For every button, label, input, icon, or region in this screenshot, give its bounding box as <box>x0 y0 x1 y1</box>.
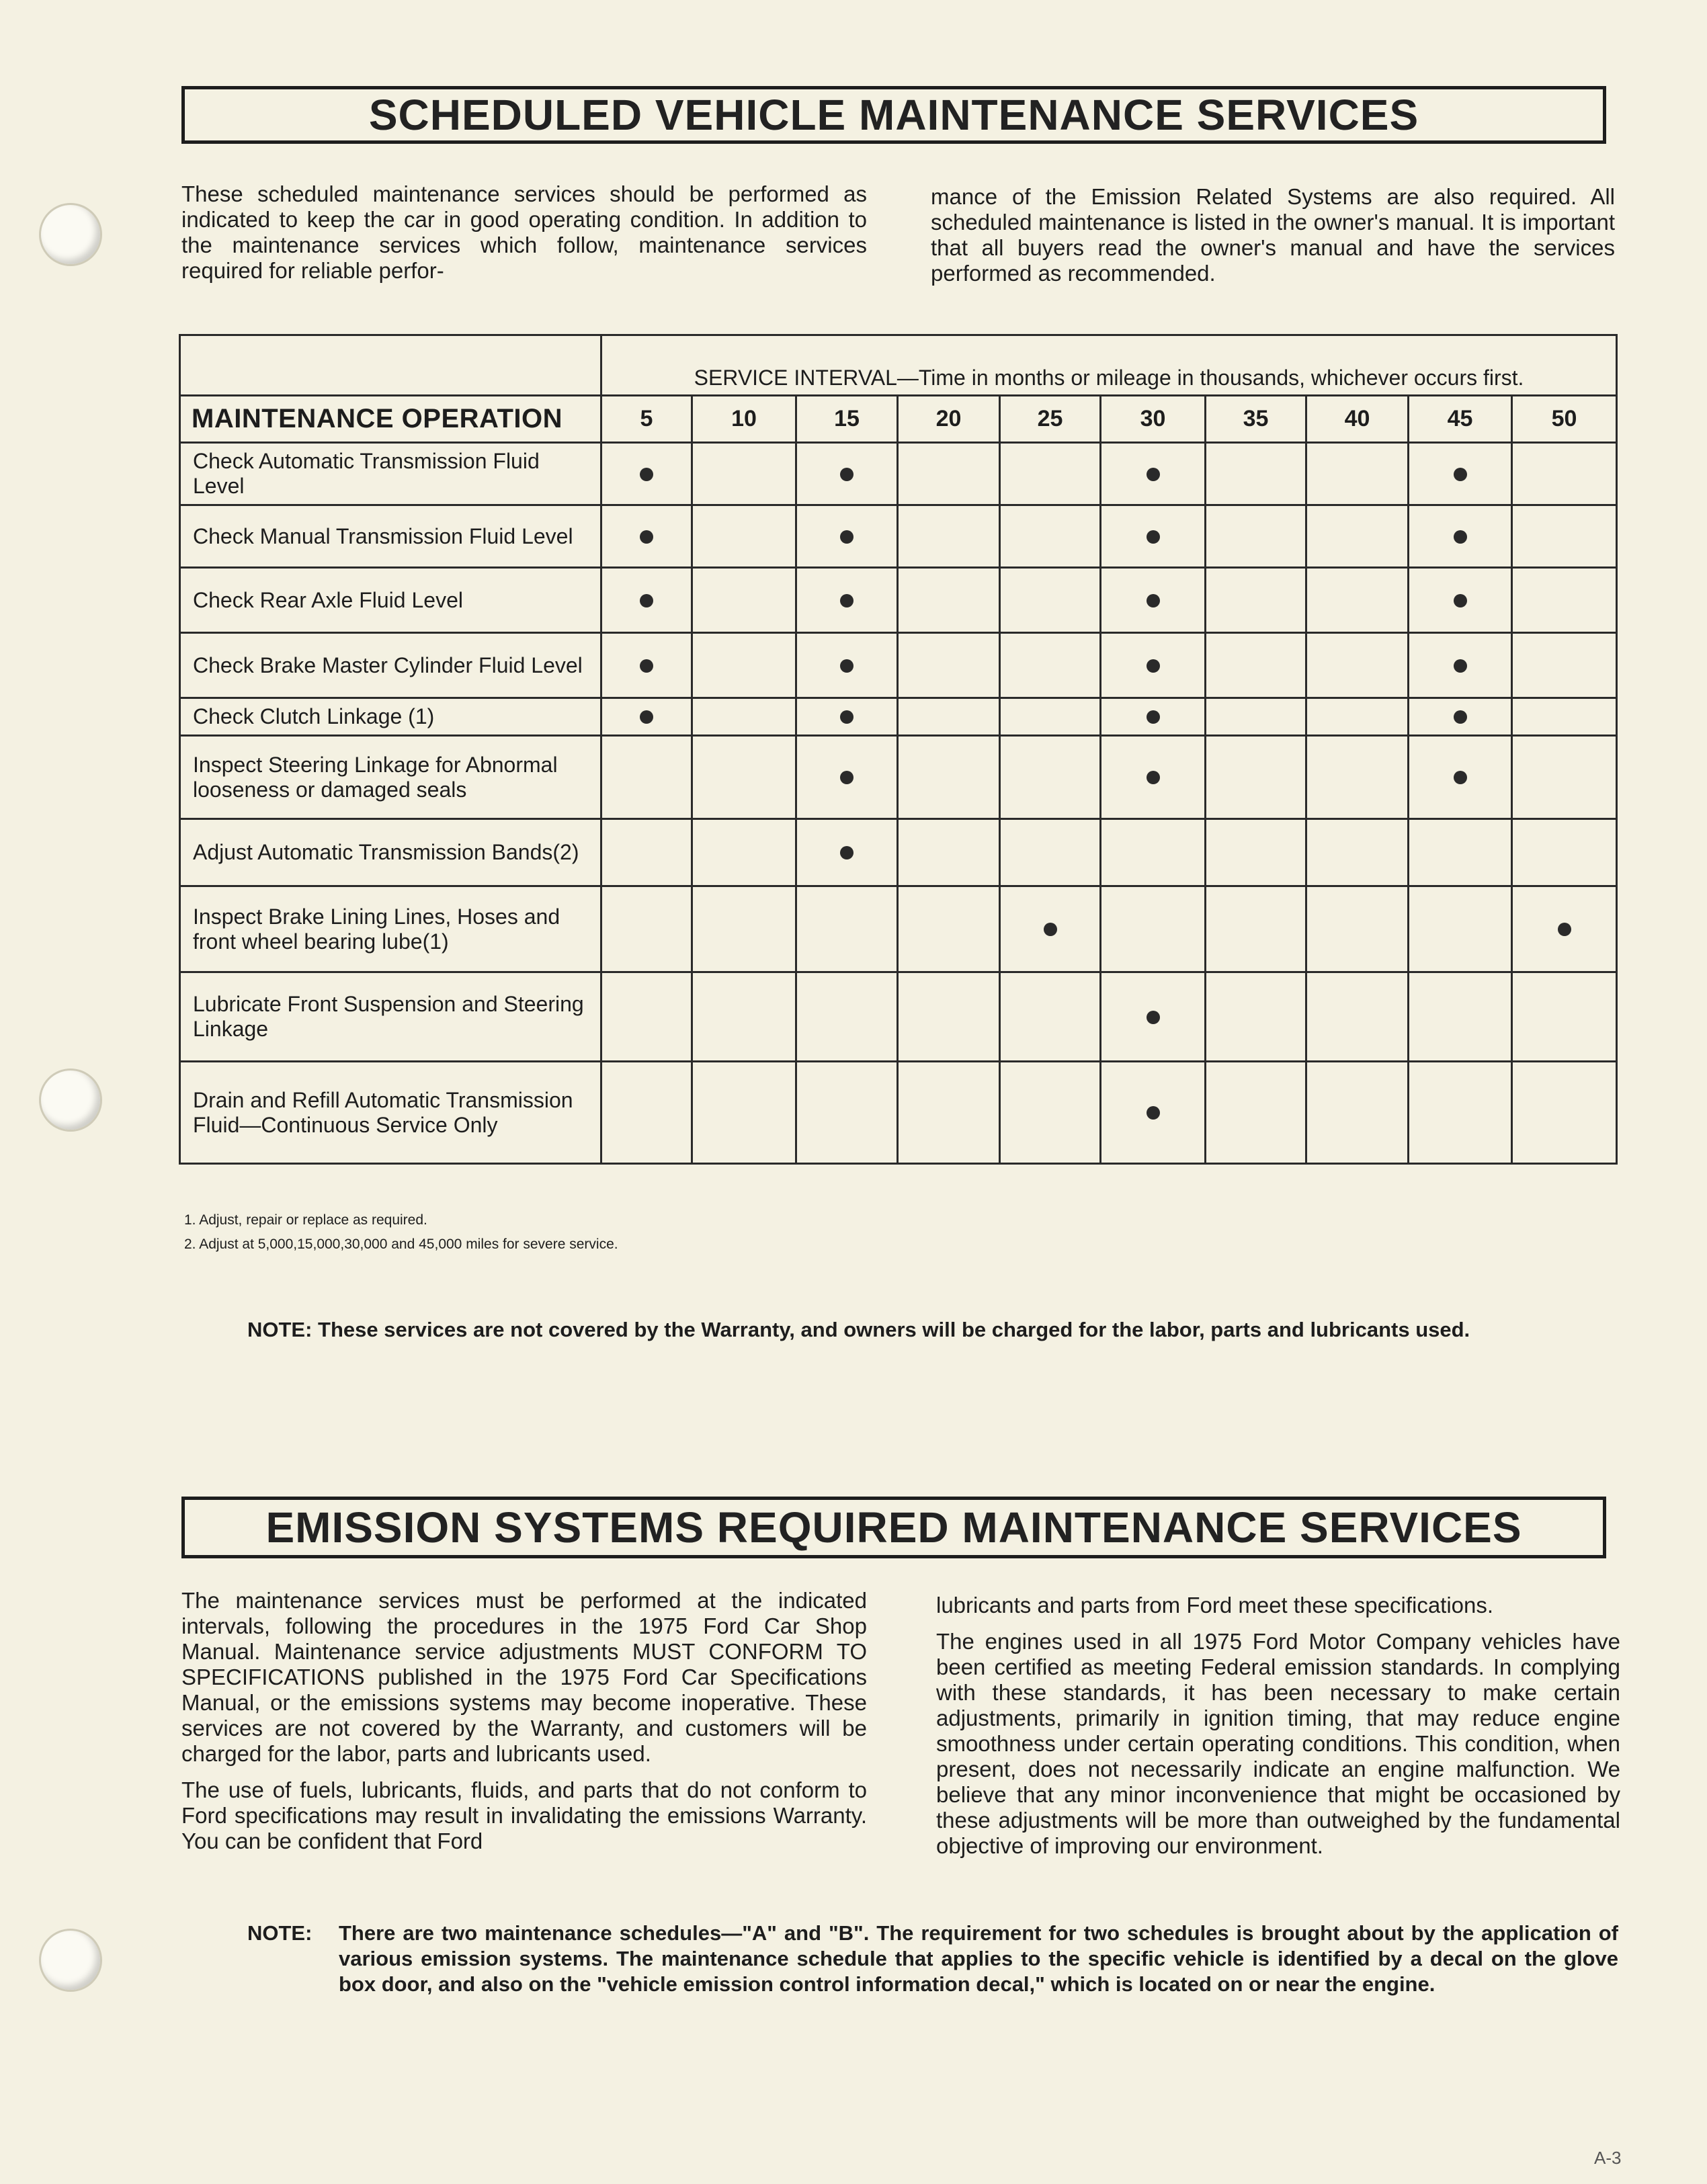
interval-cell <box>1512 633 1617 698</box>
emission-left-paragraph-1: The maintenance services must be performed at the indicated intervals, following the procedures in the 1975 Ford Car Shop Manual. Maintenance service adjustments MUST CONFORM TO SPECIFICATIONS published in the 1975 Ford Car Specifications Manual, or the emissions systems may become inoperative. These services are not covered by the Warranty, and customers will be charged for the labor, parts and lubricants used. <box>181 1588 867 1766</box>
section-title-scheduled-maintenance <box>181 86 1606 144</box>
interval-cell <box>1306 1062 1409 1164</box>
interval-cell <box>1101 972 1206 1062</box>
interval-column-header: 5 <box>601 396 692 443</box>
service-required-dot-icon <box>1044 923 1057 936</box>
interval-cell <box>1000 633 1101 698</box>
binder-hole-top <box>39 203 102 266</box>
interval-cell <box>601 736 692 819</box>
interval-cell <box>601 505 692 568</box>
emission-schedule-note <box>247 1921 1618 1997</box>
interval-cell <box>1206 698 1306 736</box>
table-row <box>180 633 1617 698</box>
operation-label: Check Rear Axle Fluid Level <box>180 568 601 633</box>
interval-column-header: 15 <box>796 396 898 443</box>
interval-cell <box>1000 886 1101 972</box>
operation-label: Check Clutch Linkage (1) <box>180 698 601 736</box>
interval-cell <box>1306 633 1409 698</box>
interval-cell <box>796 698 898 736</box>
service-required-dot-icon <box>1147 710 1160 724</box>
service-required-dot-icon <box>1454 594 1467 607</box>
interval-cell <box>1306 505 1409 568</box>
service-required-dot-icon <box>1454 530 1467 544</box>
interval-cell <box>1206 886 1306 972</box>
interval-cell <box>1101 819 1206 886</box>
interval-cell <box>1101 736 1206 819</box>
interval-cell <box>1206 443 1306 505</box>
interval-cell <box>1409 1062 1512 1164</box>
interval-cell <box>1000 736 1101 819</box>
emission-left-paragraph-2: The use of fuels, lubricants, fluids, and parts that do not conform to Ford specifications may result in invalidating the emissions Warranty. You can be confident that Ford <box>181 1777 867 1853</box>
interval-cell <box>1512 819 1617 886</box>
note-text: There are two maintenance schedules—"A" and "B". The requirement for two schedules is brought about by the application of various emission systems. The maintenance schedule that applies to the specific vehicle is identified by a decal on the glove box door, and also on the "vehicle emission control information decal," which is located on or near the engine. <box>339 1921 1618 1996</box>
interval-cell <box>1206 972 1306 1062</box>
service-required-dot-icon <box>640 530 653 544</box>
interval-cell <box>601 972 692 1062</box>
binder-hole-bottom <box>39 1929 102 1992</box>
interval-cell <box>1512 1062 1617 1164</box>
interval-cell <box>1306 736 1409 819</box>
interval-cell <box>1000 443 1101 505</box>
interval-cell <box>898 443 1000 505</box>
table-corner-cell <box>180 335 601 396</box>
interval-cell <box>692 443 796 505</box>
interval-cell <box>796 505 898 568</box>
interval-cell <box>1512 886 1617 972</box>
interval-cell <box>692 819 796 886</box>
interval-cell <box>898 736 1000 819</box>
service-required-dot-icon <box>840 594 854 607</box>
interval-cell <box>1409 972 1512 1062</box>
interval-cell <box>692 1062 796 1164</box>
table-row <box>180 819 1617 886</box>
interval-cell <box>796 972 898 1062</box>
interval-column-header: 25 <box>1000 396 1101 443</box>
interval-cell <box>898 886 1000 972</box>
section-title-text: SCHEDULED VEHICLE MAINTENANCE SERVICES <box>368 91 1419 139</box>
section-title-text: EMISSION SYSTEMS REQUIRED MAINTENANCE SERVICES <box>265 1503 1522 1552</box>
interval-cell <box>1306 568 1409 633</box>
interval-cell <box>692 736 796 819</box>
interval-cell <box>796 819 898 886</box>
emission-left-column <box>181 1588 867 1865</box>
operation-label: Check Brake Master Cylinder Fluid Level <box>180 633 601 698</box>
table-row <box>180 972 1617 1062</box>
note-label: NOTE: <box>247 1921 313 1945</box>
service-required-dot-icon <box>840 530 854 544</box>
service-required-dot-icon <box>640 659 653 673</box>
emission-right-paragraph-2: The engines used in all 1975 Ford Motor Company vehicles have been certified as meeting Federal emission standards. In complying with these standards, it has been necessary to make certain adjustments, primarily in ignition timing, that may reduce engine smoothness under certain operating conditions. This condition, when present, does not necessarily indicate an engine malfunction. We believe that any minor inconvenience that might be occasioned by these adjustments will be more than outweighed by the fundamental objective of improving our environment. <box>936 1629 1620 1858</box>
interval-cell <box>1512 505 1617 568</box>
emission-right-column <box>936 1593 1620 1870</box>
service-required-dot-icon <box>840 846 854 859</box>
interval-cell <box>1206 736 1306 819</box>
interval-column-header: 40 <box>1306 396 1409 443</box>
interval-cell <box>1409 736 1512 819</box>
interval-cell <box>1512 443 1617 505</box>
operation-label: Check Manual Transmission Fluid Level <box>180 505 601 568</box>
interval-cell <box>601 443 692 505</box>
interval-cell <box>1101 505 1206 568</box>
interval-cell <box>601 1062 692 1164</box>
service-required-dot-icon <box>1147 1106 1160 1120</box>
section-title-emission-maintenance <box>181 1497 1606 1558</box>
interval-cell <box>1101 1062 1206 1164</box>
interval-cell <box>796 443 898 505</box>
interval-cell <box>692 568 796 633</box>
interval-cell <box>1000 568 1101 633</box>
interval-cell <box>1512 736 1617 819</box>
service-required-dot-icon <box>840 710 854 724</box>
service-required-dot-icon <box>1147 659 1160 673</box>
table-row <box>180 505 1617 568</box>
interval-cell <box>1409 886 1512 972</box>
interval-cell <box>1101 568 1206 633</box>
interval-cell <box>601 568 692 633</box>
interval-cell <box>1206 819 1306 886</box>
maintenance-operation-header: MAINTENANCE OPERATION <box>180 396 601 443</box>
service-required-dot-icon <box>840 468 854 481</box>
interval-column-header: 35 <box>1206 396 1306 443</box>
intro-left-column: These scheduled maintenance services should be performed as indicated to keep the car in good operating condition. In addition to the maintenance services which follow, maintenance services required for reliable perfor- <box>181 181 867 283</box>
table-row <box>180 886 1617 972</box>
interval-cell <box>1101 886 1206 972</box>
interval-cell <box>1000 972 1101 1062</box>
interval-cell <box>692 972 796 1062</box>
operation-label: Check Automatic Transmission Fluid Level <box>180 443 601 505</box>
interval-cell <box>898 568 1000 633</box>
interval-cell <box>1306 819 1409 886</box>
interval-cell <box>1512 972 1617 1062</box>
interval-cell <box>1512 568 1617 633</box>
interval-cell <box>1206 1062 1306 1164</box>
interval-cell <box>692 886 796 972</box>
interval-cell <box>1206 505 1306 568</box>
interval-cell <box>1306 886 1409 972</box>
operation-label: Lubricate Front Suspension and Steering Linkage <box>180 972 601 1062</box>
service-required-dot-icon <box>840 659 854 673</box>
emission-right-paragraph-1: lubricants and parts from Ford meet these specifications. <box>936 1593 1494 1618</box>
interval-cell <box>1206 633 1306 698</box>
table-row <box>180 568 1617 633</box>
service-required-dot-icon <box>640 594 653 607</box>
interval-column-header: 20 <box>898 396 1000 443</box>
service-required-dot-icon <box>1454 659 1467 673</box>
interval-cell <box>1000 819 1101 886</box>
service-required-dot-icon <box>1147 594 1160 607</box>
footnote-1: 1. Adjust, repair or replace as required. <box>184 1212 427 1228</box>
interval-cell <box>692 505 796 568</box>
table-row <box>180 736 1617 819</box>
operation-label: Adjust Automatic Transmission Bands(2) <box>180 819 601 886</box>
interval-cell <box>898 505 1000 568</box>
service-required-dot-icon <box>1454 771 1467 784</box>
interval-cell <box>1101 698 1206 736</box>
interval-cell <box>1206 568 1306 633</box>
maintenance-schedule-table <box>179 334 1618 1165</box>
interval-cell <box>898 698 1000 736</box>
service-required-dot-icon <box>640 468 653 481</box>
interval-cell <box>1512 698 1617 736</box>
table-row <box>180 698 1617 736</box>
interval-cell <box>898 972 1000 1062</box>
footnote-2: 2. Adjust at 5,000,15,000,30,000 and 45,000 miles for severe service. <box>184 1236 618 1252</box>
service-required-dot-icon <box>1454 710 1467 724</box>
page-number: A-3 <box>1594 2148 1622 2168</box>
interval-cell <box>1409 633 1512 698</box>
interval-cell <box>1306 972 1409 1062</box>
interval-cell <box>1306 698 1409 736</box>
interval-cell <box>1101 633 1206 698</box>
binder-hole-middle <box>39 1068 102 1132</box>
operation-label: Inspect Steering Linkage for Abnormal looseness or damaged seals <box>180 736 601 819</box>
interval-cell <box>1409 698 1512 736</box>
interval-cell <box>1409 568 1512 633</box>
interval-cell <box>692 698 796 736</box>
service-required-dot-icon <box>1454 468 1467 481</box>
interval-cell <box>1409 505 1512 568</box>
service-required-dot-icon <box>1147 530 1160 544</box>
service-required-dot-icon <box>1147 1011 1160 1024</box>
interval-column-header: 30 <box>1101 396 1206 443</box>
interval-cell <box>1000 698 1101 736</box>
interval-cell <box>1409 819 1512 886</box>
service-required-dot-icon <box>640 710 653 724</box>
interval-cell <box>898 633 1000 698</box>
operation-label: Drain and Refill Automatic Transmission Fluid—Continuous Service Only <box>180 1062 601 1164</box>
interval-cell <box>796 736 898 819</box>
table-row <box>180 443 1617 505</box>
interval-cell <box>601 819 692 886</box>
interval-cell <box>601 698 692 736</box>
service-required-dot-icon <box>840 771 854 784</box>
intro-right-column: mance of the Emission Related Systems are also required. All scheduled maintenance is listed in the owner's manual. It is important that all buyers read the owner's manual and have the services performed as recommended. <box>931 184 1615 286</box>
service-required-dot-icon <box>1147 468 1160 481</box>
warranty-note: NOTE: These services are not covered by the Warranty, and owners will be charged for the labor, parts and lubricants used. <box>247 1318 1470 1341</box>
interval-cell <box>1409 443 1512 505</box>
interval-cell <box>601 886 692 972</box>
service-required-dot-icon <box>1147 771 1160 784</box>
interval-cell <box>796 886 898 972</box>
interval-cell <box>1000 1062 1101 1164</box>
interval-column-header: 50 <box>1512 396 1617 443</box>
interval-cell <box>796 1062 898 1164</box>
operation-label: Inspect Brake Lining Lines, Hoses and front wheel bearing lube(1) <box>180 886 601 972</box>
interval-column-header: 45 <box>1409 396 1512 443</box>
interval-cell <box>601 633 692 698</box>
interval-cell <box>1306 443 1409 505</box>
interval-cell <box>1000 505 1101 568</box>
interval-cell <box>692 633 796 698</box>
interval-cell <box>796 568 898 633</box>
interval-cell <box>898 1062 1000 1164</box>
service-required-dot-icon <box>1558 923 1571 936</box>
service-interval-header: SERVICE INTERVAL—Time in months or mileage in thousands, whichever occurs first. <box>601 335 1617 396</box>
interval-cell <box>1101 443 1206 505</box>
table-row <box>180 1062 1617 1164</box>
interval-cell <box>796 633 898 698</box>
interval-cell <box>898 819 1000 886</box>
interval-column-header: 10 <box>692 396 796 443</box>
